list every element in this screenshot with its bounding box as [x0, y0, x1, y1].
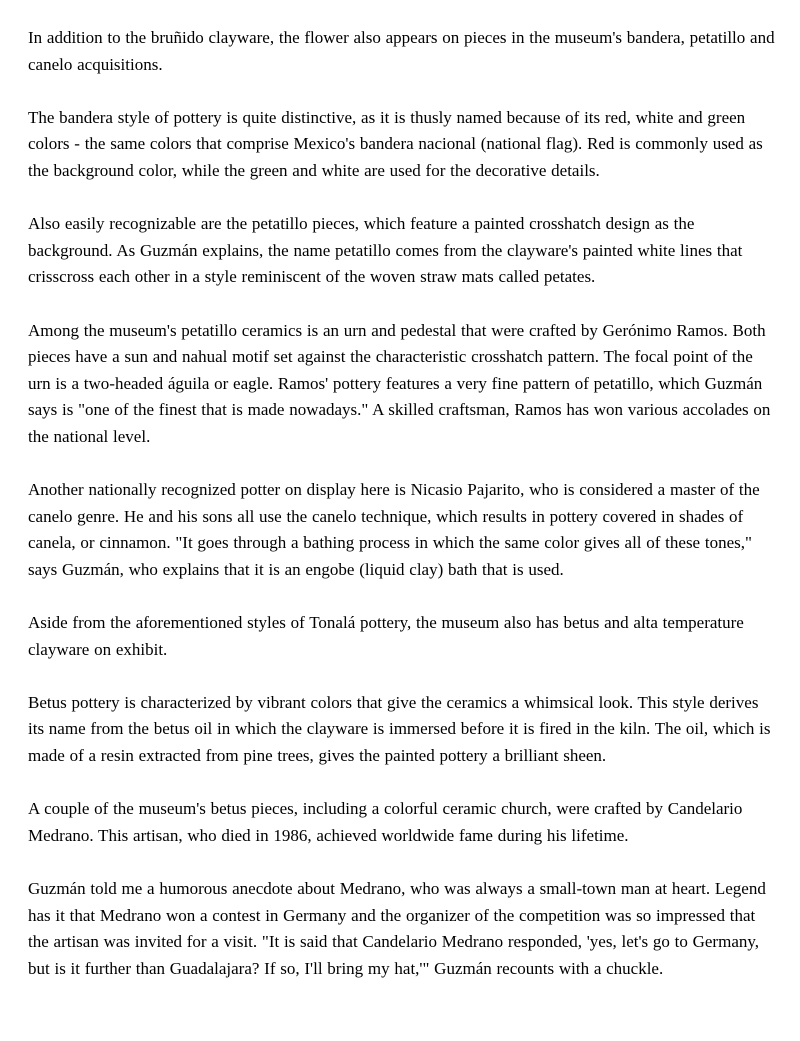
paragraph-medrano-anecdote: Guzmán told me a humorous anecdote about Medrano, who was always a small-town man at heart. Legend has it that Medrano won a contest in Germany and the organizer of the competition was so impressed that the artisan was invited for a visit. "It is said that Candelario Medrano responded, 'yes, let's go to Germany, but is it further than Guadalajara? If so, I'll bring my hat,'" Guzmán recounts with a chuckle.: [28, 879, 766, 978]
paragraph-betus-description: Betus pottery is characterized by vibrant colors that give the ceramics a whimsical look. This style derives its name from the betus oil in which the clayware is immersed before it is fired in the kiln. The oil, which is made of a resin extracted from pine trees, gives the painted pottery a brilliant sheen.: [28, 692, 771, 766]
paragraph-candelario-medrano: A couple of the museum's betus pieces, including a colorful ceramic church, were crafted by Candelario Medrano. This artisan, who died in 1986, achieved worldwide fame during his lifetime.: [28, 799, 743, 845]
paragraph-nicasio-pajarito: Another nationally recognized potter on display here is Nicasio Pajarito, who is considered a master of the canelo genre. He and his sons all use the canelo technique, which results in pottery covered in shades of canela, or cinnamon. "It goes through a bathing process in which the same color gives all of these tones," says Guzmán, who explains that it is an engobe (liquid clay) bath that is used.: [28, 480, 760, 579]
paragraph-betus-alta-intro: Aside from the aforementioned styles of Tonalá pottery, the museum also has betus and alta temperature clayware on exhibit.: [28, 613, 744, 659]
paragraph-geronimo-ramos: Among the museum's petatillo ceramics is an urn and pedestal that were crafted by Gerónimo Ramos. Both pieces have a sun and nahual motif set against the characteristic crosshatch pattern. The focal point of the urn is a two-headed águila or eagle. Ramos' pottery features a very fine pattern of petatillo, which Guzmán says is "one of the finest that is made nowadays." A skilled craftsman, Ramos has won various accolades on the national level.: [28, 320, 771, 446]
paragraph-bandera-style: The bandera style of pottery is quite distinctive, as it is thusly named because of its red, white and green colors - the same colors that comprise Mexico's bandera nacional (national flag). Red is commonly used as the background color, while the green and white are used for the decorative details.: [28, 107, 763, 180]
paragraph-intro-flower-styles: In addition to the bruñido clayware, the flower also appears on pieces in the museum's bandera, petatillo and canelo acquisitions.: [28, 28, 775, 74]
paragraph-petatillo-style: Also easily recognizable are the petatillo pieces, which feature a painted crosshatch design as the background. As Guzmán explains, the name petatillo comes from the clayware's painted white lines that crisscross each other in a style reminiscent of the woven straw mats called petates.: [28, 214, 743, 287]
